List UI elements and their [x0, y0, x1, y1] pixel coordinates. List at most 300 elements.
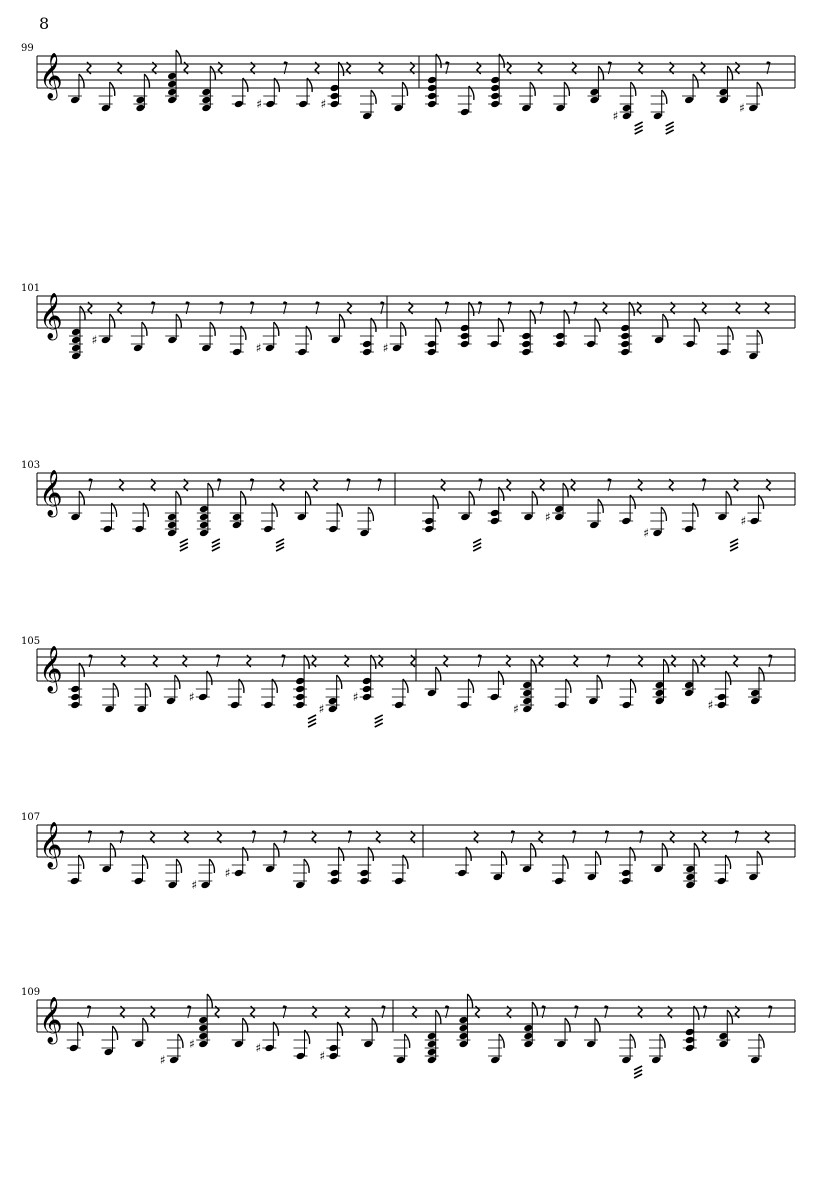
tremolo-slash-0-17-0: [635, 122, 643, 126]
flag-2-16: [598, 499, 603, 513]
treble-clef-2: 𝄞: [39, 470, 63, 516]
rest-dot-4-17: [639, 830, 642, 833]
flag-5-12: [467, 994, 472, 1008]
flag-2-4: [208, 483, 213, 497]
flag-5-18: [660, 1034, 665, 1048]
notehead-3-1-0: [104, 705, 114, 714]
flag-0-18: [662, 90, 667, 104]
flag-0-3: [176, 50, 181, 64]
rest-dot-4-5: [252, 830, 255, 833]
notehead-2-3-0: [167, 529, 177, 538]
notehead-4-16-0: [587, 873, 597, 882]
flag-5-10: [405, 1034, 410, 1048]
notehead-4-21-0: [748, 873, 758, 882]
rest-dot-2-12: [479, 478, 482, 481]
treble-clef-4: 𝄞: [39, 822, 63, 868]
flag-1-0: [80, 306, 85, 320]
notehead-1-0-1: [71, 344, 81, 353]
rest-dot-1-3: [186, 301, 189, 304]
flag-5-16: [595, 1018, 600, 1032]
notehead-0-16-1: [589, 88, 599, 97]
notehead-2-3-2: [167, 513, 177, 522]
rest-dot-4-15: [572, 830, 575, 833]
flag-5-9: [372, 1018, 377, 1032]
flag-5-17: [630, 1034, 635, 1048]
flag-1-21: [757, 330, 762, 344]
flag-5-11: [436, 1010, 441, 1024]
flag-2-20: [726, 491, 731, 505]
flag-4-21: [757, 851, 762, 865]
rest-dot-3-4: [216, 654, 219, 657]
tremolo-slash-5-17-0: [634, 1066, 642, 1070]
notehead-2-4-1: [199, 521, 209, 530]
notehead-2-4-3: [199, 505, 209, 514]
notehead-0-8-2: [330, 84, 340, 93]
notehead-5-21-0: [750, 1056, 760, 1065]
treble-clef-0: 𝄞: [39, 53, 63, 99]
notehead-3-2-0: [136, 705, 146, 714]
sharp-accidental-2-18: ♯: [643, 526, 650, 540]
notehead-2-5-0: [232, 521, 242, 530]
treble-clef-1: 𝄞: [39, 293, 63, 339]
notehead-2-0-0: [70, 513, 80, 522]
flag-3-2: [145, 683, 150, 697]
rest-dot-5-15: [574, 1005, 577, 1008]
rest-dot-1-13: [508, 301, 511, 304]
notehead-2-5-1: [232, 513, 242, 522]
rest-dot-3-16: [606, 654, 609, 657]
flag-4-18: [662, 843, 667, 857]
rest-dot-0-21: [766, 61, 769, 64]
notehead-3-7-3: [295, 677, 305, 686]
rest-dot-2-8: [347, 478, 350, 481]
notehead-3-14-2: [522, 689, 532, 698]
notehead-3-11-0: [427, 689, 437, 698]
notehead-4-13-0: [493, 873, 503, 882]
notehead-5-11-0: [427, 1056, 437, 1065]
flag-2-14: [532, 491, 537, 505]
rest-dot-3-21: [768, 654, 771, 657]
notehead-1-12-2: [460, 324, 470, 333]
rest-dot-4-1: [120, 830, 123, 833]
flag-1-2: [142, 322, 147, 336]
rest-dot-3-0: [89, 654, 92, 657]
tremolo-slash-2-6-1: [276, 543, 284, 547]
rest-dot-2-9: [378, 478, 381, 481]
notehead-0-13-3: [490, 76, 500, 85]
sharp-accidental-0-17: ♯: [612, 109, 619, 123]
notehead-5-20-0: [718, 1040, 728, 1049]
flag-5-5: [243, 1018, 248, 1032]
flag-2-18: [661, 507, 666, 521]
rest-dot-5-3: [187, 1005, 190, 1008]
notehead-3-19-0: [684, 689, 694, 698]
notehead-5-17-0: [621, 1056, 631, 1065]
rest-dot-1-14: [540, 301, 543, 304]
tremolo-slash-3-9-1: [375, 719, 383, 723]
notehead-5-2-0: [134, 1040, 144, 1049]
flag-1-3: [176, 314, 181, 328]
flag-3-3: [175, 675, 180, 689]
notehead-0-10-0: [393, 104, 403, 113]
tremolo-slash-3-7-1: [308, 719, 316, 723]
notehead-4-3-0: [167, 881, 177, 890]
notehead-5-3-0: [169, 1056, 179, 1065]
notehead-5-16-0: [586, 1040, 596, 1049]
notehead-1-6-0: [265, 344, 275, 353]
notehead-2-16-0: [589, 521, 599, 530]
flag-0-10: [402, 82, 407, 96]
rest-dot-1-2: [151, 301, 154, 304]
rest-dot-5-6: [283, 1005, 286, 1008]
notehead-5-15-0: [556, 1040, 566, 1049]
notehead-5-13-0: [490, 1056, 500, 1065]
flag-2-9: [368, 507, 373, 521]
notehead-4-19-2: [685, 865, 695, 874]
flag-0-19: [693, 74, 698, 88]
tremolo-slash-3-7-2: [308, 723, 316, 727]
sharp-accidental-5-6: ♯: [255, 1041, 262, 1055]
flag-0-2: [144, 74, 149, 88]
rest-dot-1-12: [478, 301, 481, 304]
notehead-0-19-0: [684, 96, 694, 105]
tremolo-slash-3-9-0: [375, 715, 383, 719]
notehead-1-8-0: [330, 336, 340, 345]
tremolo-slash-2-6-0: [276, 539, 284, 543]
notehead-5-12-3: [458, 1016, 468, 1025]
rest-dot-4-13: [511, 830, 514, 833]
notehead-0-14-0: [521, 104, 531, 113]
notehead-5-4-1: [198, 1032, 208, 1041]
notehead-0-21-0: [748, 104, 758, 113]
measure-number-3: 105: [21, 636, 41, 647]
notehead-4-18-0: [653, 865, 663, 874]
rest-dot-3-6: [282, 654, 285, 657]
rest-dot-1-7: [316, 301, 319, 304]
sharp-accidental-0-8: ♯: [320, 97, 327, 111]
notehead-0-0-0: [70, 96, 80, 105]
measure-number-2: 103: [21, 460, 41, 471]
tremolo-slash-2-20-1: [730, 543, 738, 547]
tremolo-slash-5-17-1: [634, 1070, 642, 1074]
tremolo-slash-5-17-2: [634, 1074, 642, 1078]
notehead-5-5-0: [234, 1040, 244, 1049]
notehead-0-16-0: [589, 96, 599, 105]
flag-3-21: [759, 667, 764, 681]
notehead-5-14-1: [523, 1032, 533, 1041]
tremolo-slash-0-18-0: [666, 122, 674, 126]
notehead-0-3-1: [167, 88, 177, 97]
notehead-1-0-3: [71, 328, 81, 337]
notehead-5-9-0: [363, 1040, 373, 1049]
sharp-accidental-1-1: ♯: [91, 333, 98, 347]
sharp-accidental-3-4: ♯: [188, 690, 195, 704]
flag-5-15: [565, 1018, 570, 1032]
tremolo-slash-2-12-0: [473, 539, 481, 543]
notehead-2-15-1: [554, 505, 564, 514]
flag-1-10: [401, 322, 406, 336]
notehead-4-14-0: [522, 865, 532, 874]
flag-0-17: [631, 82, 636, 96]
flag-4-4: [209, 859, 214, 873]
tremolo-slash-2-3-0: [180, 539, 188, 543]
rest-dot-1-15: [573, 301, 576, 304]
notehead-3-8-1: [328, 697, 338, 706]
notehead-5-12-1: [458, 1032, 468, 1041]
flag-4-1: [110, 843, 115, 857]
notehead-1-0-0: [71, 352, 81, 361]
notehead-5-1-0: [104, 1048, 114, 1057]
notehead-2-7-0: [297, 513, 307, 522]
notehead-0-11-2: [427, 84, 437, 93]
flag-2-12: [469, 491, 474, 505]
notehead-0-4-0: [201, 104, 211, 113]
rest-dot-1-6: [283, 301, 286, 304]
tremolo-slash-2-20-0: [730, 539, 738, 543]
notehead-5-18-0: [651, 1056, 661, 1065]
rest-dot-0-11: [445, 61, 448, 64]
rest-dot-4-16: [605, 830, 608, 833]
flag-2-3: [176, 491, 181, 505]
notehead-3-9-2: [362, 677, 372, 686]
flag-5-20: [727, 1010, 732, 1024]
notehead-0-20-0: [718, 96, 728, 105]
flag-5-21: [759, 1034, 764, 1048]
notehead-2-12-0: [460, 513, 470, 522]
tremolo-slash-3-9-2: [375, 723, 383, 727]
notehead-0-3-3: [167, 72, 177, 81]
tremolo-slash-3-7-0: [308, 715, 316, 719]
tremolo-slash-2-3-2: [180, 547, 188, 551]
rest-dot-5-11: [445, 1005, 448, 1008]
notehead-1-10-0: [392, 344, 402, 353]
sharp-accidental-5-4: ♯: [189, 1037, 195, 1051]
notehead-0-2-0: [135, 104, 145, 113]
sharp-accidental-1-6: ♯: [255, 341, 262, 355]
rest-dot-1-5: [250, 301, 253, 304]
flag-3-1: [113, 683, 118, 697]
flag-2-0: [79, 491, 84, 505]
notehead-4-19-0: [685, 881, 695, 890]
flag-0-4: [210, 66, 215, 80]
rest-dot-4-6: [283, 830, 286, 833]
flag-5-14: [532, 1002, 537, 1016]
sharp-accidental-2-21: ♯: [740, 514, 747, 528]
sharp-accidental-3-14: ♯: [513, 702, 519, 716]
treble-clef-5: 𝄞: [39, 997, 63, 1043]
rest-dot-2-19: [702, 478, 705, 481]
notehead-2-15-0: [554, 513, 564, 522]
notehead-5-11-2: [427, 1040, 437, 1049]
notehead-0-18-0: [653, 112, 663, 121]
flag-3-19: [693, 659, 698, 673]
flag-3-8: [337, 675, 342, 689]
rest-dot-1-11: [445, 301, 448, 304]
flag-2-7: [305, 491, 310, 505]
rest-dot-1-4: [219, 301, 222, 304]
flag-0-16: [598, 66, 603, 80]
notehead-0-17-0: [622, 112, 632, 121]
rest-dot-0-16: [608, 61, 611, 64]
rest-dot-2-0: [89, 478, 92, 481]
treble-clef-3: 𝄞: [39, 646, 63, 692]
notehead-5-12-0: [458, 1040, 468, 1049]
sharp-accidental-4-5: ♯: [224, 866, 231, 880]
sharp-accidental-5-8: ♯: [319, 1049, 326, 1063]
notehead-4-6-0: [265, 865, 275, 874]
notehead-0-20-1: [718, 88, 728, 97]
sharp-accidental-1-10: ♯: [382, 341, 389, 355]
notehead-5-4-0: [198, 1040, 208, 1049]
notehead-3-18-2: [655, 681, 665, 690]
notehead-0-4-2: [201, 88, 211, 97]
notehead-5-10-0: [396, 1056, 406, 1065]
notehead-2-3-1: [167, 521, 177, 530]
rest-dot-5-19: [703, 1005, 706, 1008]
notehead-5-4-2: [198, 1024, 208, 1033]
flag-5-4: [207, 994, 212, 1008]
notehead-0-3-0: [167, 96, 177, 105]
sharp-accidental-0-6: ♯: [256, 97, 263, 111]
notehead-0-1-0: [101, 104, 111, 113]
notehead-0-3-2: [167, 80, 177, 89]
notehead-3-18-1: [655, 689, 665, 698]
flag-5-13: [499, 1034, 504, 1048]
flag-3-16: [597, 675, 602, 689]
notehead-1-0-2: [71, 336, 81, 345]
flag-4-3: [176, 859, 181, 873]
flag-1-1: [110, 314, 115, 328]
flag-3-18: [664, 659, 669, 673]
tremolo-slash-2-12-2: [473, 547, 481, 551]
notehead-0-4-1: [201, 96, 211, 105]
flag-4-16: [596, 851, 601, 865]
rest-dot-5-16: [604, 1005, 607, 1008]
tremolo-slash-2-12-1: [473, 543, 481, 547]
notehead-5-14-2: [523, 1024, 533, 1033]
rest-dot-2-4: [217, 478, 220, 481]
tremolo-slash-2-20-2: [730, 547, 738, 551]
notehead-1-18-0: [654, 336, 664, 345]
notehead-3-14-1: [522, 697, 532, 706]
tremolo-slash-0-18-2: [666, 130, 674, 134]
sharp-accidental-0-21: ♯: [739, 101, 745, 115]
flag-1-8: [339, 314, 344, 328]
flag-2-15: [563, 483, 568, 497]
measure-number-0: 99: [21, 43, 34, 54]
notehead-5-20-1: [718, 1032, 728, 1041]
notehead-5-4-3: [198, 1016, 208, 1025]
flag-0-20: [727, 66, 732, 80]
sharp-accidental-5-3: ♯: [159, 1053, 166, 1067]
notehead-1-1-0: [101, 336, 111, 345]
tremolo-slash-0-18-1: [666, 126, 674, 130]
tremolo-slash-0-17-1: [635, 126, 643, 130]
flag-4-6: [274, 843, 279, 857]
flag-0-1: [110, 82, 115, 96]
flag-0-9: [371, 90, 376, 104]
rest-dot-5-14: [542, 1005, 545, 1008]
flag-5-1: [112, 1026, 117, 1040]
notehead-4-4-0: [200, 881, 210, 890]
notehead-4-19-1: [685, 873, 695, 882]
notehead-5-11-1: [427, 1048, 437, 1057]
flag-0-21: [757, 82, 762, 96]
notehead-3-3-0: [166, 697, 176, 706]
notehead-5-14-0: [523, 1040, 533, 1049]
flag-4-14: [531, 843, 536, 857]
flag-4-19: [694, 843, 699, 857]
rest-dot-2-5: [250, 478, 253, 481]
rest-dot-5-9: [382, 1005, 385, 1008]
notehead-0-17-1: [622, 104, 632, 113]
notehead-2-14-0: [523, 513, 533, 522]
flag-0-14: [530, 82, 535, 96]
notehead-1-4-0: [201, 344, 211, 353]
flag-0-15: [564, 82, 569, 96]
measure-number-5: 109: [21, 987, 41, 998]
notehead-3-16-0: [588, 697, 598, 706]
flag-3-14: [531, 659, 536, 673]
notehead-1-17-3: [620, 324, 630, 333]
notehead-0-13-2: [490, 84, 500, 93]
tremolo-slash-2-3-1: [180, 543, 188, 547]
notehead-0-15-0: [555, 104, 565, 113]
tremolo-slash-2-4-1: [212, 543, 220, 547]
notehead-5-12-2: [458, 1024, 468, 1033]
notehead-0-2-1: [135, 96, 145, 105]
notehead-3-21-0: [750, 697, 760, 706]
measure-number-1: 101: [21, 283, 41, 294]
notehead-0-9-0: [362, 112, 372, 121]
flag-5-2: [143, 1018, 148, 1032]
flag-2-5: [241, 491, 246, 505]
page-number: 8: [39, 14, 50, 33]
flag-1-4: [210, 322, 215, 336]
rest-dot-5-0: [87, 1005, 90, 1008]
notehead-3-14-0: [522, 705, 532, 714]
flag-4-7: [304, 859, 309, 873]
flag-4-13: [502, 851, 507, 865]
rest-dot-4-8: [348, 830, 351, 833]
tremolo-slash-2-6-2: [276, 547, 284, 551]
sharp-accidental-3-20: ♯: [707, 698, 714, 712]
notehead-5-19-2: [685, 1028, 695, 1037]
measure-number-4: 107: [21, 812, 41, 823]
notehead-2-4-0: [199, 529, 209, 538]
notehead-2-9-0: [359, 529, 369, 538]
rest-dot-5-21: [768, 1005, 771, 1008]
notehead-1-3-0: [167, 336, 177, 345]
notehead-3-19-1: [684, 681, 694, 690]
flag-3-11: [436, 667, 441, 681]
notehead-1-21-0: [748, 352, 758, 361]
notehead-4-7-0: [295, 881, 305, 890]
notehead-3-14-3: [522, 681, 532, 690]
notehead-2-4-2: [199, 513, 209, 522]
notehead-3-8-0: [328, 705, 338, 714]
tremolo-slash-2-4-0: [212, 539, 220, 543]
notehead-5-11-3: [427, 1032, 437, 1041]
sharp-accidental-3-9: ♯: [352, 690, 359, 704]
notehead-2-20-0: [717, 513, 727, 522]
notehead-1-2-0: [133, 344, 143, 353]
rest-dot-3-12: [478, 654, 481, 657]
rest-dot-4-20: [735, 830, 738, 833]
notehead-3-18-0: [655, 697, 665, 706]
rest-dot-2-16: [607, 478, 610, 481]
tremolo-slash-2-4-2: [212, 547, 220, 551]
